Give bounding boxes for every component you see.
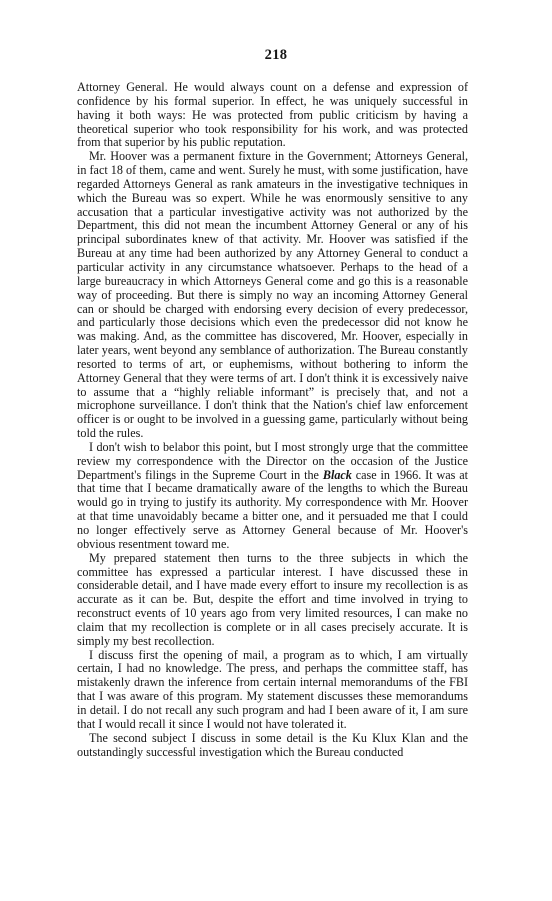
paragraph-3-text-after: case in 1966. It was at that time that I became dramatically aware of the lengths to which the Bureau would go in trying to justify its authority. My correspondence with Mr. Hoover at that time unavoidably became a bitter one, and it persuaded me that I could no longer effectively serve as Attorney General because of Mr. Hoover's obvious resentment toward me. [77, 467, 469, 551]
paragraph-1: Attorney General. He would always count on a defense and expression of confidence by his formal superior. In effect, he was uniquely successful in having it both ways: He was protected from public criticism by having a theoretical superior who took responsibility for his work, and was protected from that superior by his public reputation. [77, 80, 468, 150]
paragraph-4: My prepared statement then turns to the three subjects in which the committee has expressed a particular interest. I have discussed these in considerable detail, and I have made every effort to insure my recollection is as accurate as it can be. But, despite the effort and time involved in trying to reconstruct events of 10 years ago from very limited resources, I can make no claim that my recollection is complete or in all cases precisely accurate. It is simply my best recollection. [77, 550, 468, 648]
page-number: 218 [264, 47, 288, 63]
paragraph-6: The second subject I discuss in some detail is the Ku Klux Klan and the outstandingly successful investigation which the Bureau conducted [77, 730, 468, 759]
case-name-black: Black [322, 467, 352, 482]
paragraph-5: I discuss first the opening of mail, a program as to which, I am virtually certain, I had no knowledge. The press, and perhaps the committee staff, has mistakenly drawn the inference from certain internal memorandums of the FBI that I was aware of this program. My statement discusses these memorandums in detail. I do not recall any such program and had I been aware of it, I am sure that I would recall it since I would not have tolerated it. [77, 647, 468, 731]
paragraph-2: Mr. Hoover was a permanent fixture in the Government; Attorneys General, in fact 18 of them, came and went. Surely he must, with some justification, have regarded Attorneys General as rank amateurs in the investigative techniques in which the Bureau was so expert. While he was enormously sensitive to any accusation that a particular investigative activity was not authorized by the Department, this did not mean the incumbent Attorney General or any of his principal subordinates knew of that activity. Mr. Hoover was satisfied if the Bureau at any time had been authorized by any Attorney General to conduct a particular activity in any circumstance whatsoever. Perhaps to the head of a large bureaucracy in which Attorneys General come and go this is a reasonable way of proceeding. But there is simply no way an incoming Attorney General can or should be charged with endorsing every decision of every predecessor, and particularly those decisions which even the predecessor did not know he was making. And, as the committee has discovered, Mr. Hoover, especially in later years, went beyond any semblance of authorization. The Bureau constantly resorted to terms of art, or euphemisms, without bothering to inform the Attorney General that they were terms of art. I don't think it is excessively naive to assume that a “highly reliable informant” is precisely that, and not a microphone surveillance. I don't think that the Nation's chief law enforcement officer is or ought to be involved in a guessing game, particularly without being told the rules. [77, 149, 468, 441]
paragraph-3-text-before: I don't wish to belabor this point, but I most strongly urge that the committee review my correspondence with the Director on the occasion of the Justice Department's filings in the Supreme Court in the [77, 439, 468, 482]
body-text [77, 81, 468, 759]
paragraph-3 [77, 441, 468, 552]
